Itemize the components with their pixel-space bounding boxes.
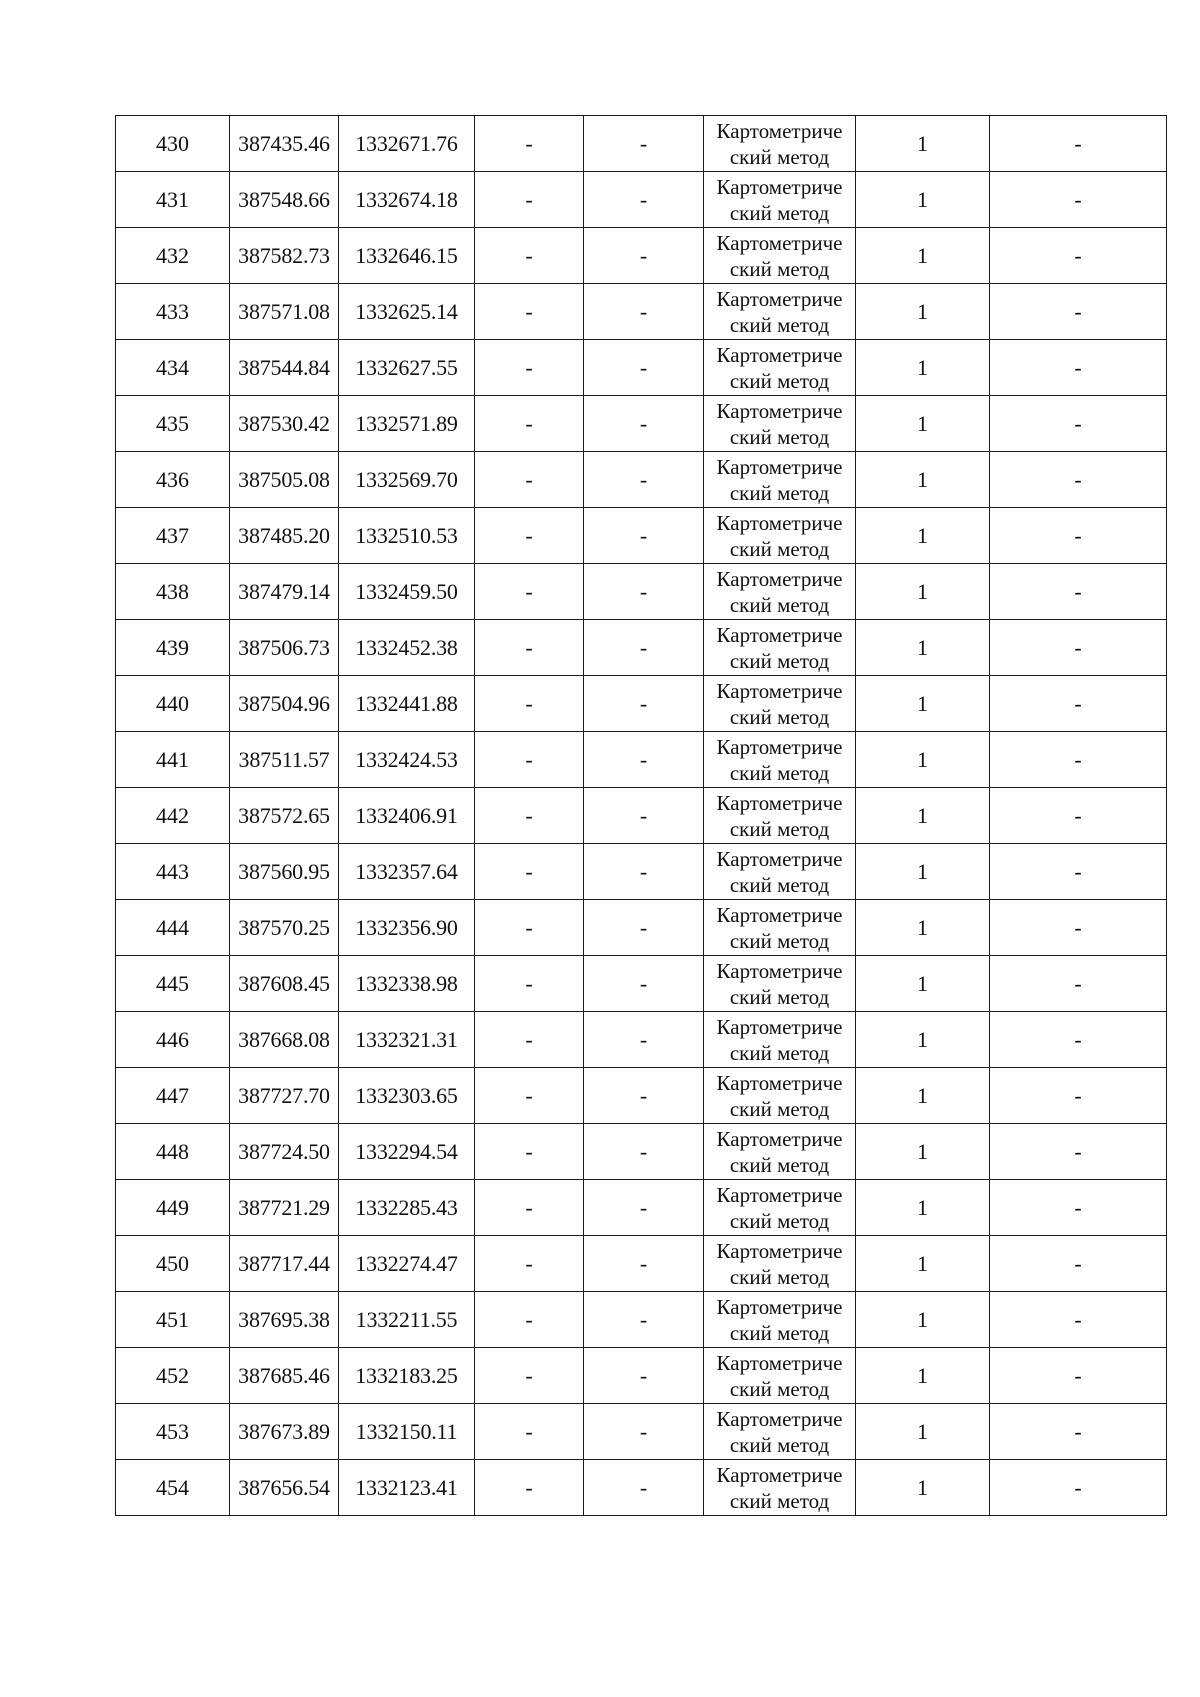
- column-4-cell: -: [475, 564, 584, 620]
- table-row: [116, 1124, 1167, 1180]
- method-text-line-1: Картометриче: [716, 230, 843, 255]
- table-row: [116, 900, 1167, 956]
- x-coordinate-cell: 387530.42: [230, 396, 339, 452]
- column-9-cell: -: [990, 1068, 1167, 1124]
- method-text-line-1: Картометриче: [716, 902, 843, 927]
- column-5-cell: -: [584, 1124, 704, 1180]
- accuracy-cell: 1: [856, 508, 990, 564]
- method-text-line-1: Картометриче: [716, 1350, 843, 1375]
- method-cell: [704, 900, 856, 956]
- method-text-line-2: ский метод: [729, 144, 830, 169]
- y-coordinate-cell: 1332303.65: [339, 1068, 475, 1124]
- x-coordinate-cell: 387505.08: [230, 452, 339, 508]
- method-cell: [704, 1404, 856, 1460]
- point-number-cell: 445: [116, 956, 230, 1012]
- x-coordinate-cell: 387668.08: [230, 1012, 339, 1068]
- column-4-cell: -: [475, 956, 584, 1012]
- table-body: [116, 116, 1167, 1516]
- method-cell: [704, 620, 856, 676]
- column-4-cell: -: [475, 1012, 584, 1068]
- column-5-cell: -: [584, 228, 704, 284]
- column-9-cell: -: [990, 844, 1167, 900]
- method-text-line-2: ский метод: [729, 872, 830, 897]
- y-coordinate-cell: 1332459.50: [339, 564, 475, 620]
- point-number-cell: 441: [116, 732, 230, 788]
- method-cell: [704, 1460, 856, 1516]
- point-number-cell: 453: [116, 1404, 230, 1460]
- column-4-cell: -: [475, 1292, 584, 1348]
- y-coordinate-cell: 1332625.14: [339, 284, 475, 340]
- point-number-cell: 450: [116, 1236, 230, 1292]
- method-text-line-1: Картометриче: [716, 958, 843, 983]
- method-cell: [704, 732, 856, 788]
- point-number-cell: 434: [116, 340, 230, 396]
- table-row: [116, 1460, 1167, 1516]
- column-5-cell: -: [584, 564, 704, 620]
- point-number-cell: 449: [116, 1180, 230, 1236]
- table-row: [116, 396, 1167, 452]
- column-5-cell: -: [584, 1068, 704, 1124]
- column-4-cell: -: [475, 676, 584, 732]
- method-text-line-1: Картометриче: [716, 1462, 843, 1487]
- column-4-cell: -: [475, 1236, 584, 1292]
- column-5-cell: -: [584, 676, 704, 732]
- accuracy-cell: 1: [856, 732, 990, 788]
- column-5-cell: -: [584, 284, 704, 340]
- column-5-cell: -: [584, 956, 704, 1012]
- column-5-cell: -: [584, 620, 704, 676]
- y-coordinate-cell: 1332321.31: [339, 1012, 475, 1068]
- method-text-line-2: ский метод: [729, 704, 830, 729]
- method-cell: [704, 452, 856, 508]
- column-4-cell: -: [475, 732, 584, 788]
- method-cell: [704, 1236, 856, 1292]
- method-text-line-2: ский метод: [729, 760, 830, 785]
- x-coordinate-cell: 387673.89: [230, 1404, 339, 1460]
- point-number-cell: 452: [116, 1348, 230, 1404]
- y-coordinate-cell: 1332338.98: [339, 956, 475, 1012]
- y-coordinate-cell: 1332123.41: [339, 1460, 475, 1516]
- column-4-cell: -: [475, 1124, 584, 1180]
- column-4-cell: -: [475, 788, 584, 844]
- accuracy-cell: 1: [856, 788, 990, 844]
- x-coordinate-cell: 387695.38: [230, 1292, 339, 1348]
- column-9-cell: -: [990, 676, 1167, 732]
- column-9-cell: -: [990, 1292, 1167, 1348]
- column-9-cell: -: [990, 284, 1167, 340]
- method-text-line-2: ский метод: [729, 984, 830, 1009]
- method-text-line-2: ский метод: [729, 200, 830, 225]
- method-cell: [704, 508, 856, 564]
- x-coordinate-cell: 387570.25: [230, 900, 339, 956]
- column-5-cell: -: [584, 844, 704, 900]
- accuracy-cell: 1: [856, 452, 990, 508]
- table-row: [116, 676, 1167, 732]
- column-9-cell: -: [990, 452, 1167, 508]
- method-cell: [704, 340, 856, 396]
- column-9-cell: -: [990, 956, 1167, 1012]
- table-row: [116, 1348, 1167, 1404]
- method-cell: [704, 788, 856, 844]
- column-4-cell: -: [475, 340, 584, 396]
- column-9-cell: -: [990, 1012, 1167, 1068]
- table-row: [116, 340, 1167, 396]
- accuracy-cell: 1: [856, 620, 990, 676]
- table-row: [116, 956, 1167, 1012]
- method-text-line-2: ский метод: [729, 536, 830, 561]
- column-9-cell: -: [990, 564, 1167, 620]
- table-row: [116, 620, 1167, 676]
- y-coordinate-cell: 1332183.25: [339, 1348, 475, 1404]
- accuracy-cell: 1: [856, 172, 990, 228]
- point-number-cell: 439: [116, 620, 230, 676]
- point-number-cell: 433: [116, 284, 230, 340]
- point-number-cell: 436: [116, 452, 230, 508]
- y-coordinate-cell: 1332424.53: [339, 732, 475, 788]
- method-text-line-2: ский метод: [729, 312, 830, 337]
- column-9-cell: -: [990, 1236, 1167, 1292]
- x-coordinate-cell: 387572.65: [230, 788, 339, 844]
- method-cell: [704, 228, 856, 284]
- method-cell: [704, 1124, 856, 1180]
- point-number-cell: 447: [116, 1068, 230, 1124]
- column-9-cell: -: [990, 1348, 1167, 1404]
- accuracy-cell: 1: [856, 1012, 990, 1068]
- method-cell: [704, 844, 856, 900]
- method-text-line-1: Картометриче: [716, 1182, 843, 1207]
- column-9-cell: -: [990, 116, 1167, 172]
- column-4-cell: -: [475, 844, 584, 900]
- column-9-cell: -: [990, 1124, 1167, 1180]
- method-cell: [704, 1348, 856, 1404]
- method-text-line-2: ский метод: [729, 648, 830, 673]
- method-cell: [704, 396, 856, 452]
- table-row: [116, 788, 1167, 844]
- method-text-line-1: Картометриче: [716, 1070, 843, 1095]
- point-number-cell: 438: [116, 564, 230, 620]
- column-5-cell: -: [584, 1236, 704, 1292]
- method-text-line-1: Картометриче: [716, 510, 843, 535]
- accuracy-cell: 1: [856, 844, 990, 900]
- column-4-cell: -: [475, 172, 584, 228]
- table-row: [116, 452, 1167, 508]
- method-text-line-1: Картометриче: [716, 734, 843, 759]
- y-coordinate-cell: 1332671.76: [339, 116, 475, 172]
- x-coordinate-cell: 387548.66: [230, 172, 339, 228]
- column-9-cell: -: [990, 788, 1167, 844]
- column-5-cell: -: [584, 1012, 704, 1068]
- column-5-cell: -: [584, 340, 704, 396]
- column-9-cell: -: [990, 508, 1167, 564]
- method-text-line-2: ский метод: [729, 1152, 830, 1177]
- column-9-cell: -: [990, 340, 1167, 396]
- point-number-cell: 448: [116, 1124, 230, 1180]
- method-cell: [704, 564, 856, 620]
- column-5-cell: -: [584, 1180, 704, 1236]
- method-text-line-1: Картометриче: [716, 566, 843, 591]
- accuracy-cell: 1: [856, 116, 990, 172]
- coordinates-table: [115, 115, 1167, 1516]
- point-number-cell: 442: [116, 788, 230, 844]
- method-text-line-2: ский метод: [729, 816, 830, 841]
- method-text-line-1: Картометриче: [716, 1406, 843, 1431]
- column-4-cell: -: [475, 508, 584, 564]
- method-cell: [704, 172, 856, 228]
- x-coordinate-cell: 387506.73: [230, 620, 339, 676]
- point-number-cell: 431: [116, 172, 230, 228]
- column-4-cell: -: [475, 1348, 584, 1404]
- point-number-cell: 435: [116, 396, 230, 452]
- method-text-line-2: ский метод: [729, 368, 830, 393]
- column-9-cell: -: [990, 900, 1167, 956]
- method-cell: [704, 1292, 856, 1348]
- method-cell: [704, 676, 856, 732]
- method-text-line-2: ский метод: [729, 928, 830, 953]
- column-5-cell: -: [584, 1460, 704, 1516]
- method-text-line-1: Картометриче: [716, 790, 843, 815]
- table-row: [116, 116, 1167, 172]
- table-row: [116, 1068, 1167, 1124]
- x-coordinate-cell: 387479.14: [230, 564, 339, 620]
- method-text-line-2: ский метод: [729, 1208, 830, 1233]
- y-coordinate-cell: 1332406.91: [339, 788, 475, 844]
- y-coordinate-cell: 1332646.15: [339, 228, 475, 284]
- column-9-cell: -: [990, 1180, 1167, 1236]
- method-text-line-1: Картометриче: [716, 454, 843, 479]
- column-5-cell: -: [584, 1292, 704, 1348]
- method-cell: [704, 1180, 856, 1236]
- x-coordinate-cell: 387571.08: [230, 284, 339, 340]
- method-cell: [704, 956, 856, 1012]
- x-coordinate-cell: 387608.45: [230, 956, 339, 1012]
- table-row: [116, 228, 1167, 284]
- x-coordinate-cell: 387544.84: [230, 340, 339, 396]
- x-coordinate-cell: 387582.73: [230, 228, 339, 284]
- table-row: [116, 1180, 1167, 1236]
- point-number-cell: 430: [116, 116, 230, 172]
- x-coordinate-cell: 387727.70: [230, 1068, 339, 1124]
- method-text-line-1: Картометриче: [716, 1294, 843, 1319]
- table-row: [116, 1404, 1167, 1460]
- table-row: [116, 844, 1167, 900]
- accuracy-cell: 1: [856, 1292, 990, 1348]
- method-cell: [704, 1068, 856, 1124]
- table-row: [116, 732, 1167, 788]
- column-4-cell: -: [475, 1180, 584, 1236]
- y-coordinate-cell: 1332674.18: [339, 172, 475, 228]
- y-coordinate-cell: 1332356.90: [339, 900, 475, 956]
- accuracy-cell: 1: [856, 1460, 990, 1516]
- point-number-cell: 451: [116, 1292, 230, 1348]
- method-text-line-1: Картометриче: [716, 846, 843, 871]
- method-text-line-2: ский метод: [729, 1320, 830, 1345]
- accuracy-cell: 1: [856, 1236, 990, 1292]
- method-text-line-1: Картометриче: [716, 174, 843, 199]
- column-5-cell: -: [584, 116, 704, 172]
- table-row: [116, 1292, 1167, 1348]
- method-text-line-1: Картометриче: [716, 1126, 843, 1151]
- accuracy-cell: 1: [856, 1124, 990, 1180]
- column-5-cell: -: [584, 452, 704, 508]
- accuracy-cell: 1: [856, 396, 990, 452]
- y-coordinate-cell: 1332274.47: [339, 1236, 475, 1292]
- x-coordinate-cell: 387560.95: [230, 844, 339, 900]
- column-4-cell: -: [475, 284, 584, 340]
- method-text-line-1: Картометриче: [716, 1014, 843, 1039]
- column-4-cell: -: [475, 452, 584, 508]
- x-coordinate-cell: 387656.54: [230, 1460, 339, 1516]
- method-text-line-1: Картометриче: [716, 622, 843, 647]
- accuracy-cell: 1: [856, 956, 990, 1012]
- point-number-cell: 444: [116, 900, 230, 956]
- accuracy-cell: 1: [856, 564, 990, 620]
- method-text-line-2: ский метод: [729, 480, 830, 505]
- accuracy-cell: 1: [856, 284, 990, 340]
- accuracy-cell: 1: [856, 1348, 990, 1404]
- column-9-cell: -: [990, 1404, 1167, 1460]
- column-5-cell: -: [584, 732, 704, 788]
- y-coordinate-cell: 1332627.55: [339, 340, 475, 396]
- y-coordinate-cell: 1332150.11: [339, 1404, 475, 1460]
- method-text-line-1: Картометриче: [716, 1238, 843, 1263]
- x-coordinate-cell: 387504.96: [230, 676, 339, 732]
- x-coordinate-cell: 387435.46: [230, 116, 339, 172]
- point-number-cell: 454: [116, 1460, 230, 1516]
- method-cell: [704, 1012, 856, 1068]
- method-text-line-2: ский метод: [729, 1488, 830, 1513]
- column-9-cell: -: [990, 228, 1167, 284]
- column-5-cell: -: [584, 172, 704, 228]
- x-coordinate-cell: 387717.44: [230, 1236, 339, 1292]
- point-number-cell: 443: [116, 844, 230, 900]
- column-9-cell: -: [990, 732, 1167, 788]
- method-text-line-2: ский метод: [729, 1264, 830, 1289]
- method-text-line-2: ский метод: [729, 1040, 830, 1065]
- method-text-line-1: Картометриче: [716, 118, 843, 143]
- column-5-cell: -: [584, 396, 704, 452]
- column-5-cell: -: [584, 1404, 704, 1460]
- method-text-line-2: ский метод: [729, 1376, 830, 1401]
- y-coordinate-cell: 1332510.53: [339, 508, 475, 564]
- column-4-cell: -: [475, 116, 584, 172]
- accuracy-cell: 1: [856, 1404, 990, 1460]
- table-row: [116, 284, 1167, 340]
- x-coordinate-cell: 387721.29: [230, 1180, 339, 1236]
- accuracy-cell: 1: [856, 228, 990, 284]
- method-cell: [704, 116, 856, 172]
- column-4-cell: -: [475, 900, 584, 956]
- column-4-cell: -: [475, 620, 584, 676]
- x-coordinate-cell: 387511.57: [230, 732, 339, 788]
- method-text-line-1: Картометриче: [716, 286, 843, 311]
- column-5-cell: -: [584, 508, 704, 564]
- method-text-line-2: ский метод: [729, 592, 830, 617]
- accuracy-cell: 1: [856, 1068, 990, 1124]
- x-coordinate-cell: 387724.50: [230, 1124, 339, 1180]
- x-coordinate-cell: 387485.20: [230, 508, 339, 564]
- column-5-cell: -: [584, 788, 704, 844]
- method-cell: [704, 284, 856, 340]
- method-text-line-1: Картометриче: [716, 678, 843, 703]
- point-number-cell: 440: [116, 676, 230, 732]
- column-9-cell: -: [990, 396, 1167, 452]
- y-coordinate-cell: 1332452.38: [339, 620, 475, 676]
- method-text-line-2: ский метод: [729, 424, 830, 449]
- column-4-cell: -: [475, 1460, 584, 1516]
- accuracy-cell: 1: [856, 676, 990, 732]
- table-row: [116, 564, 1167, 620]
- y-coordinate-cell: 1332357.64: [339, 844, 475, 900]
- method-text-line-2: ский метод: [729, 256, 830, 281]
- y-coordinate-cell: 1332569.70: [339, 452, 475, 508]
- column-4-cell: -: [475, 396, 584, 452]
- column-9-cell: -: [990, 1460, 1167, 1516]
- point-number-cell: 437: [116, 508, 230, 564]
- y-coordinate-cell: 1332441.88: [339, 676, 475, 732]
- column-4-cell: -: [475, 228, 584, 284]
- point-number-cell: 432: [116, 228, 230, 284]
- accuracy-cell: 1: [856, 900, 990, 956]
- x-coordinate-cell: 387685.46: [230, 1348, 339, 1404]
- method-text-line-1: Картометриче: [716, 398, 843, 423]
- y-coordinate-cell: 1332285.43: [339, 1180, 475, 1236]
- table-row: [116, 172, 1167, 228]
- accuracy-cell: 1: [856, 340, 990, 396]
- column-4-cell: -: [475, 1404, 584, 1460]
- column-9-cell: -: [990, 620, 1167, 676]
- method-text-line-1: Картометриче: [716, 342, 843, 367]
- column-5-cell: -: [584, 1348, 704, 1404]
- y-coordinate-cell: 1332294.54: [339, 1124, 475, 1180]
- y-coordinate-cell: 1332211.55: [339, 1292, 475, 1348]
- column-5-cell: -: [584, 900, 704, 956]
- method-text-line-2: ский метод: [729, 1096, 830, 1121]
- table-row: [116, 1236, 1167, 1292]
- accuracy-cell: 1: [856, 1180, 990, 1236]
- column-9-cell: -: [990, 172, 1167, 228]
- column-4-cell: -: [475, 1068, 584, 1124]
- table-row: [116, 508, 1167, 564]
- point-number-cell: 446: [116, 1012, 230, 1068]
- table-row: [116, 1012, 1167, 1068]
- method-text-line-2: ский метод: [729, 1432, 830, 1457]
- y-coordinate-cell: 1332571.89: [339, 396, 475, 452]
